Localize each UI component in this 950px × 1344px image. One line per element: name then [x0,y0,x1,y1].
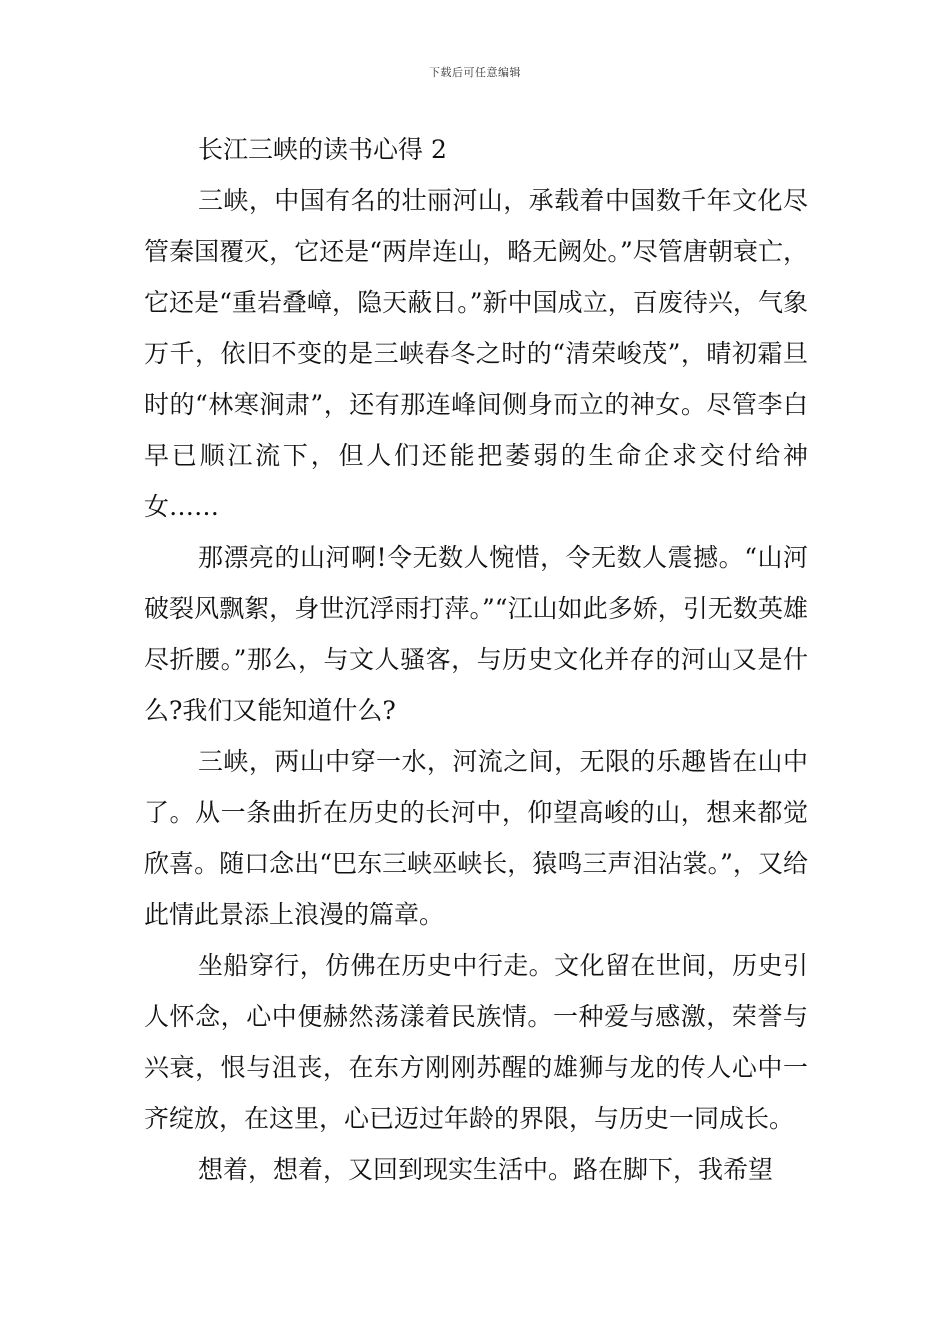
document-body [144,124,808,1195]
paragraph-1: 三峡，中国有名的壮丽河山，承载着中国数千年文化尽管秦国覆灭，它还是“两岸连山，略无阙处。”尽管唐朝衰亡，它还是“重岩叠嶂，隐天蔽日。”新中国成立，百废待兴，气象万千，依旧不变的是三峡春冬之时的“清荣峻茂”，晴初霜旦时的“林寒涧肃”，还有那连峰间侧身而立的神女。尽管李白早已顺江流下，但人们还能把萎弱的生命企求交付给神女…… [144,186,808,521]
paragraph-5: 想着，想着，又回到现实生活中。路在脚下，我希望 [198,1155,774,1184]
paragraph-3: 三峡，两山中穿一水，河流之间，无限的乐趣皆在山中了。从一条曲折在历史的长河中，仰望高峻的山，想来都觉欣喜。随口念出“巴东三峡巫峡长，猿鸣三声泪沾裳。”，又给此情此景添上浪漫的篇章。 [144,747,808,929]
header-note: 下载后可任意编辑 [429,66,521,79]
paragraph-4: 坐船穿行，仿佛在历史中行走。文化留在世间，历史引人怀念，心中便赫然荡漾着民族情。一种爱与感激，荣誉与兴衰，恨与沮丧，在东方刚刚苏醒的雄狮与龙的传人心中一齐绽放，在这里，心已迈过年龄的界限，与历史一同成长。 [144,951,808,1133]
document-title: 长江三峡的读书心得 2 [198,135,447,164]
paragraph-2: 那漂亮的山河啊!令无数人惋惜，令无数人震撼。“山河破裂风飘絮，身世沉浮雨打萍。”“江山如此多娇，引无数英雄尽折腰。”那么，与文人骚客，与历史文化并存的河山又是什么?我们又能知道什么? [144,543,808,725]
